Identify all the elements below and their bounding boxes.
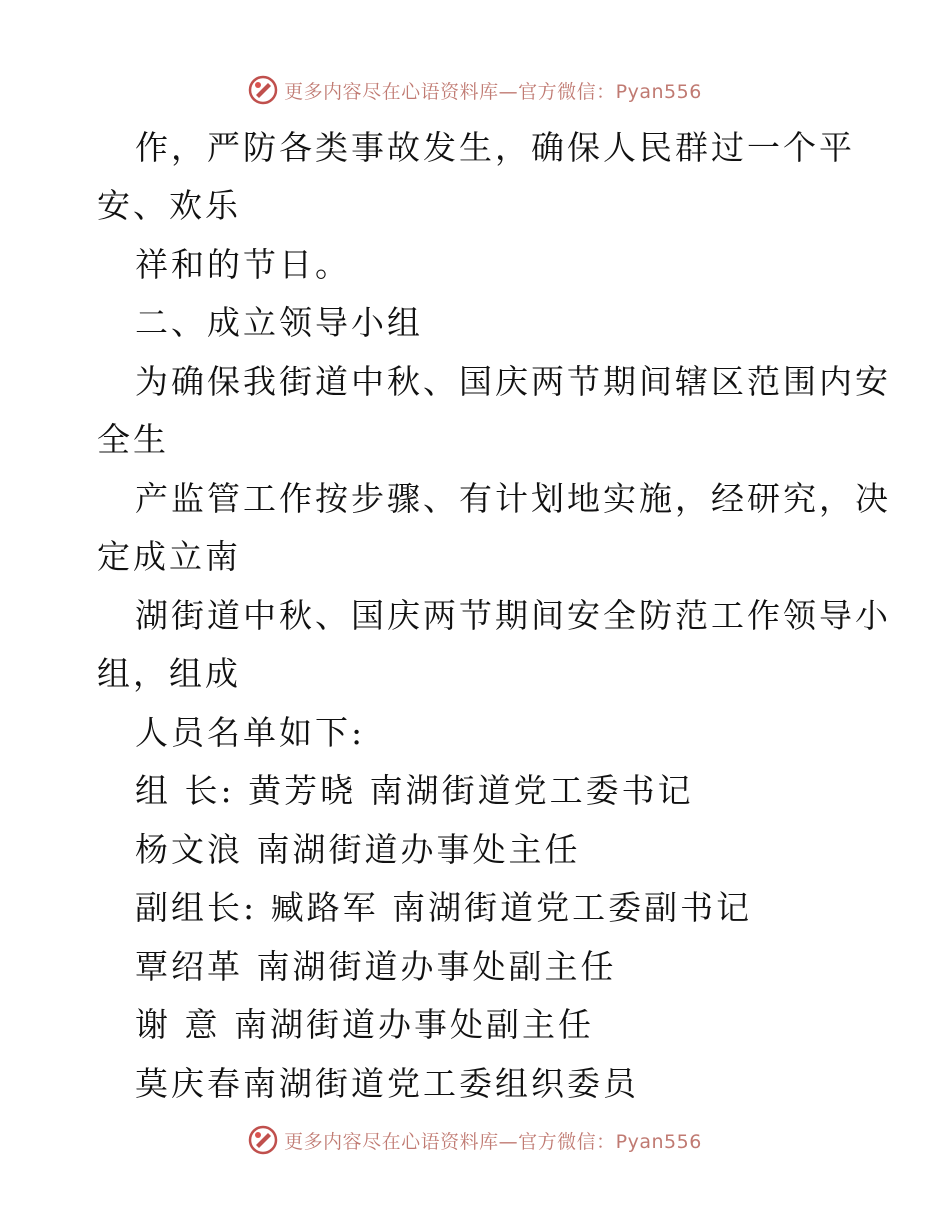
text-line: 祥和的节日。 <box>135 245 351 284</box>
seal-logo-icon <box>248 1125 278 1155</box>
section-heading: 二、成立领导小组 <box>135 303 423 342</box>
member-line: 莫庆春南湖街道党工委组织委员 <box>135 1064 639 1103</box>
text-line: 产监管工作按步骤、有计划地实施，经研究，决 <box>135 479 891 518</box>
member-line: 谢 意 南湖街道办事处副主任 <box>135 1005 594 1044</box>
text-line: 全生 <box>97 420 169 459</box>
text-line: 作，严防各类事故发生，确保人民群过一个平 <box>135 128 855 167</box>
text-line: 为确保我街道中秋、国庆两节期间辖区范围内安 <box>135 362 891 401</box>
member-line: 组 长: 黄芳晓 南湖街道党工委书记 <box>135 771 694 810</box>
watermark-text: 更多内容尽在心语资料库—官方微信：Pyan556 <box>284 80 702 103</box>
footer-watermark <box>0 1120 950 1160</box>
member-line: 杨文浪 南湖街道办事处主任 <box>135 830 581 869</box>
watermark-text: 更多内容尽在心语资料库—官方微信：Pyan556 <box>284 1130 702 1153</box>
member-line: 覃绍革 南湖街道办事处副主任 <box>135 947 617 986</box>
member-line: 副组长: 臧路军 南湖街道党工委副书记 <box>135 888 753 927</box>
text-line: 人员名单如下: <box>135 713 366 752</box>
text-line: 湖街道中秋、国庆两节期间安全防范工作领导小 <box>135 596 891 635</box>
text-line: 组，组成 <box>97 654 241 693</box>
text-line: 定成立南 <box>97 537 241 576</box>
text-line: 安、欢乐 <box>97 186 241 225</box>
